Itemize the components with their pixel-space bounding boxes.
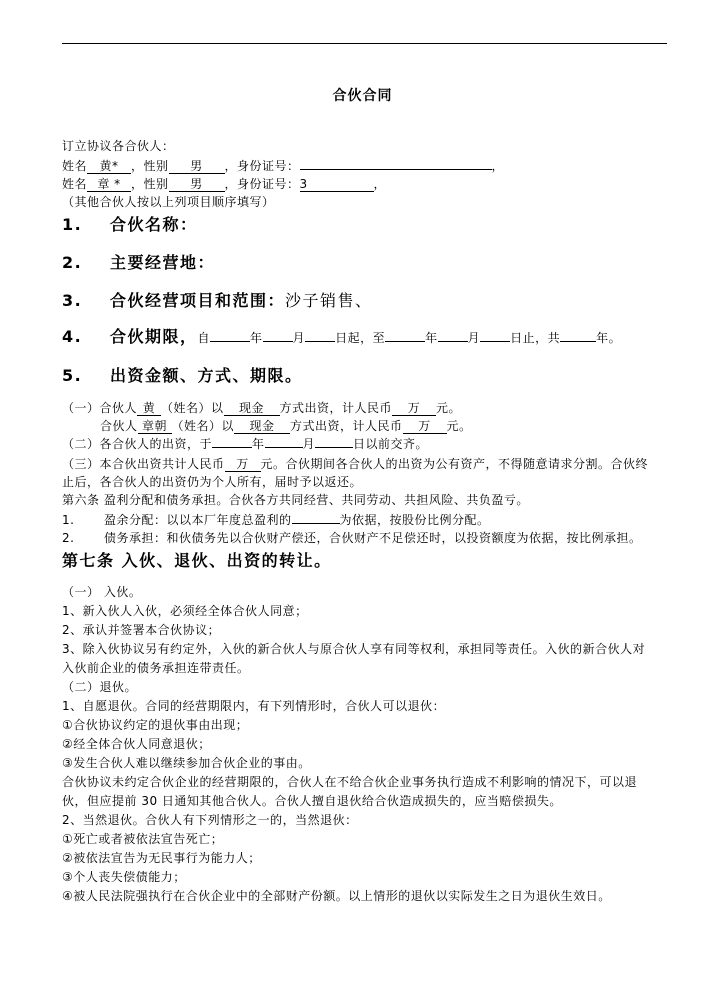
section-1-heading: 1. 合伙名称： <box>62 215 198 234</box>
section-4-heading: 4. 合伙期限，自 年 月 日起，至 年 月 日止，共 年。 <box>62 327 622 346</box>
section-3-heading: 3. 合伙经营项目和范围：沙子销售、 <box>62 291 373 310</box>
contribution-2: 合伙人 章朝 （姓名）以 现金 方式出资，计人民币 万 元。 <box>100 419 472 433</box>
document-title: 合伙合同 <box>332 88 393 104</box>
contribution-deadline: （二）各合伙人的出资，于 年 月 日以前交齐。 <box>62 437 429 451</box>
body-line: 伙，但应提前 30 日通知其他合伙人。合伙人擅自退伙给合伙造成损失的，应当赔偿损失。 <box>62 794 562 808</box>
partner-1-gender: 男 <box>169 159 225 174</box>
section-5-heading: 5. 出资金额、方式、期限。 <box>62 366 303 385</box>
body-line: 2、当然退伙。合伙人有下列情形之一的，当然退伙： <box>62 813 358 827</box>
body-line: 3、除入伙协议另有约定外，入伙的新合伙人与原合伙人享有同等权利，承担同等责任。入伙的新合伙人对 <box>62 642 646 656</box>
partner-2-name: 章 * <box>87 177 131 192</box>
section-2-heading: 2. 主要经营地： <box>62 253 216 272</box>
body-line: 合伙协议未约定合伙企业的经营期限的，合伙人在不给合伙企业事务执行造成不利影响的情况下，可以退 <box>62 775 638 789</box>
header-rule <box>62 43 667 44</box>
contribution-total: （三）本合伙出资共计人民币 万 元。合伙期间各合伙人的出资为公有资产，不得随意请求分割。合伙终 <box>62 457 649 471</box>
body-line: ③个人丧失偿债能力； <box>62 870 186 884</box>
contribution-total-cont: 止后，各合伙人的出资仍为个人所有，届时予以返还。 <box>62 475 363 489</box>
body-line: 入伙前企业的债务承担连带责任。 <box>62 661 250 675</box>
body-line: ①死亡或者被依法宣告死亡； <box>62 832 224 846</box>
partner-1-name: 黄* <box>87 159 131 174</box>
body-line: （二）退伙。 <box>62 680 138 694</box>
partner-1-id <box>300 169 492 170</box>
intro-line: 订立协议各合伙人： <box>62 139 175 153</box>
body-line: 1、新入伙人入伙，必须经全体合伙人同意； <box>62 604 308 618</box>
article-6-item-1: 1. 盈余分配：以以本厂年度总盈利的 为依据，按股份比例分配。 <box>62 513 490 527</box>
body-line: ①合伙协议约定的退伙事由出现； <box>62 718 249 732</box>
partner-2-line: 姓名 章 * ，性别 男 ，身份证号：3 ， <box>62 177 387 191</box>
partner-2-gender: 男 <box>169 177 225 192</box>
partner-2-id: 3 <box>300 177 374 192</box>
article-6: 第六条 盈利分配和债务承担。合伙各方共同经营、共同劳动、共担风险、共负盈亏。 <box>62 493 529 507</box>
body-line: （一） 入伙。 <box>62 585 142 599</box>
body-line: 1、自愿退伙。合同的经营期限内，有下列情形时，合伙人可以退伙： <box>62 699 446 713</box>
fill-note: （其他合伙人按以上列项目顺序填写） <box>62 195 275 209</box>
body-line: ②被依法宣告为无民事行为能力人； <box>62 851 261 865</box>
article-6-item-2: 2. 债务承担：和伙债务先以合伙财产偿还，合伙财产不足偿还时，以投资额度为依据，按比例承担。 <box>62 531 642 545</box>
article-7-heading: 第七条 入伙、退伙、出资的转让。 <box>62 551 332 570</box>
body-line: 2、承认并签署本合伙协议； <box>62 623 221 637</box>
body-line: ③发生合伙人难以继续参加合伙企业的事由。 <box>62 756 311 770</box>
business-scope: 沙子销售、 <box>285 291 373 310</box>
partner-1-line: 姓名 黄* ，性别 男 ，身份证号： ， <box>62 159 505 173</box>
body-line: ④被人民法院强执行在合伙企业中的全部财产份额。以上情形的退伙以实际发生之日为退伙生效日。 <box>62 889 611 903</box>
body-line: ②经全体合伙人同意退伙； <box>62 737 211 751</box>
contribution-1: （一）合伙人 黄 （姓名）以 现金 方式出资，计人民币 万 元。 <box>62 401 462 415</box>
